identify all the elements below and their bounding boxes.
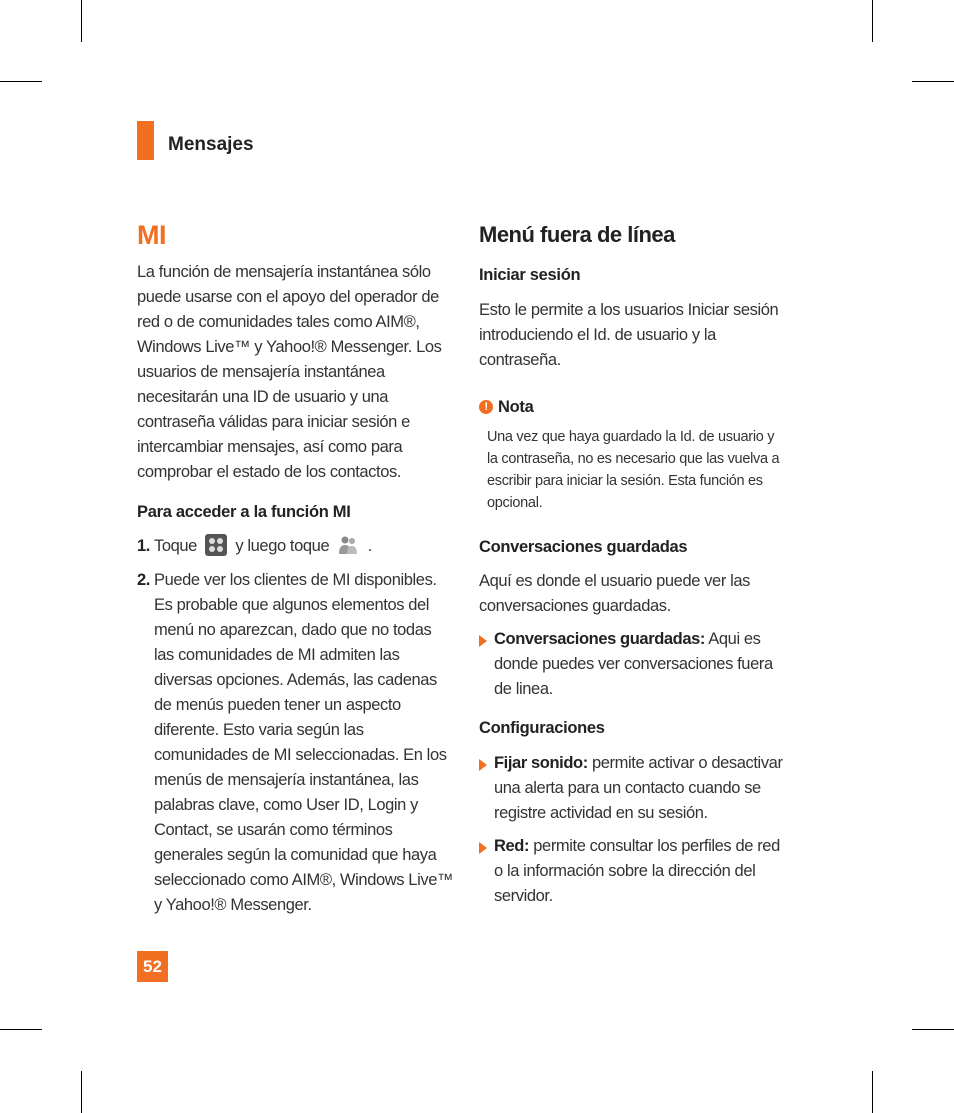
triangle-bullet-icon — [479, 842, 487, 854]
crop-mark — [81, 1071, 82, 1113]
config-heading: Configuraciones — [479, 719, 605, 737]
crop-mark — [0, 81, 42, 82]
section-title: Mensajes — [168, 134, 254, 155]
crop-mark — [872, 0, 873, 42]
note-alert-icon: ! — [479, 400, 493, 414]
people-icon — [337, 534, 359, 556]
step-1 — [137, 534, 455, 559]
saved-paragraph: Aquí es donde el usuario puede ver las conversaciones guardadas. — [479, 572, 750, 615]
crop-mark — [912, 1029, 954, 1030]
crop-mark — [872, 1071, 873, 1113]
login-heading: Iniciar sesión — [479, 266, 581, 284]
saved-bullet — [479, 627, 789, 702]
step-number: 1. — [137, 537, 150, 555]
offline-menu-title: Menú fuera de línea — [479, 222, 675, 247]
login-paragraph: Esto le permite a los usuarios Iniciar sesión introduciendo el Id. de usuario y la contraseña. — [479, 301, 779, 369]
note-heading-row — [479, 398, 533, 417]
bullet-label: Red: — [494, 837, 530, 855]
bullet-text: permite activar o desactivar una alerta para un contacto cuando se registre actividad en su sesión. — [494, 754, 783, 822]
triangle-bullet-icon — [479, 635, 487, 647]
bullet-text: Aqui es donde puedes ver conversaciones fuera de linea. — [494, 630, 773, 698]
intro-paragraph: La función de mensajería instantánea sólo puede usarse con el apoyo del operador de red o de comunidades tales como AIM®, Windows Live™ y Yahoo!® Messenger. Los usuarios de mensajería instantánea necesitarán una ID de usuario y una contraseña válidas para iniciar sesión e intercambiar mensajes, así como para comprobar el estado de los contactos. — [137, 263, 442, 481]
step-2 — [137, 568, 455, 918]
page-number: 52 — [137, 951, 168, 982]
crop-mark — [912, 81, 954, 82]
page-title: MI — [137, 220, 166, 250]
triangle-bullet-icon — [479, 759, 487, 771]
access-heading: Para acceder a la función MI — [137, 503, 351, 521]
step-text: y luego toque — [235, 537, 330, 555]
note-paragraph: Una vez que haya guardado la Id. de usuario y la contraseña, no es necesario que las vuelva a escribir para iniciar la sesión. Esta función es opcional. — [487, 429, 780, 511]
step-text: Puede ver los clientes de MI disponibles. Es probable que algunos elementos del menú no aparezcan, dado que no todas las comunidades de MI admiten las diversas opciones. Además, las cadenas de menús pueden tener un aspecto diferente. Esto varia según las comunidades de MI seleccionadas. En los menús de mensajería instantánea, las palabras clave, como User ID, Login y Contact, se usarán como términos generales según la comunidad que haya seleccionado como AIM®, Windows Live™ y Yahoo!® Messenger. — [154, 571, 454, 914]
crop-mark — [81, 0, 82, 42]
step-text: Toque — [154, 537, 197, 555]
step-text-end: . — [367, 537, 372, 555]
step-number: 2. — [137, 571, 150, 589]
note-heading: Nota — [498, 398, 534, 416]
bullet-label: Fijar sonido: — [494, 754, 588, 772]
menu-grid-icon — [205, 534, 227, 556]
saved-heading: Conversaciones guardadas — [479, 538, 688, 556]
crop-mark — [0, 1029, 42, 1030]
sound-bullet — [479, 751, 789, 826]
network-bullet — [479, 834, 789, 909]
section-marker — [137, 121, 154, 160]
bullet-text: permite consultar los perfiles de red o la información sobre la dirección del servidor. — [494, 837, 780, 905]
bullet-label: Conversaciones guardadas: — [494, 630, 705, 648]
